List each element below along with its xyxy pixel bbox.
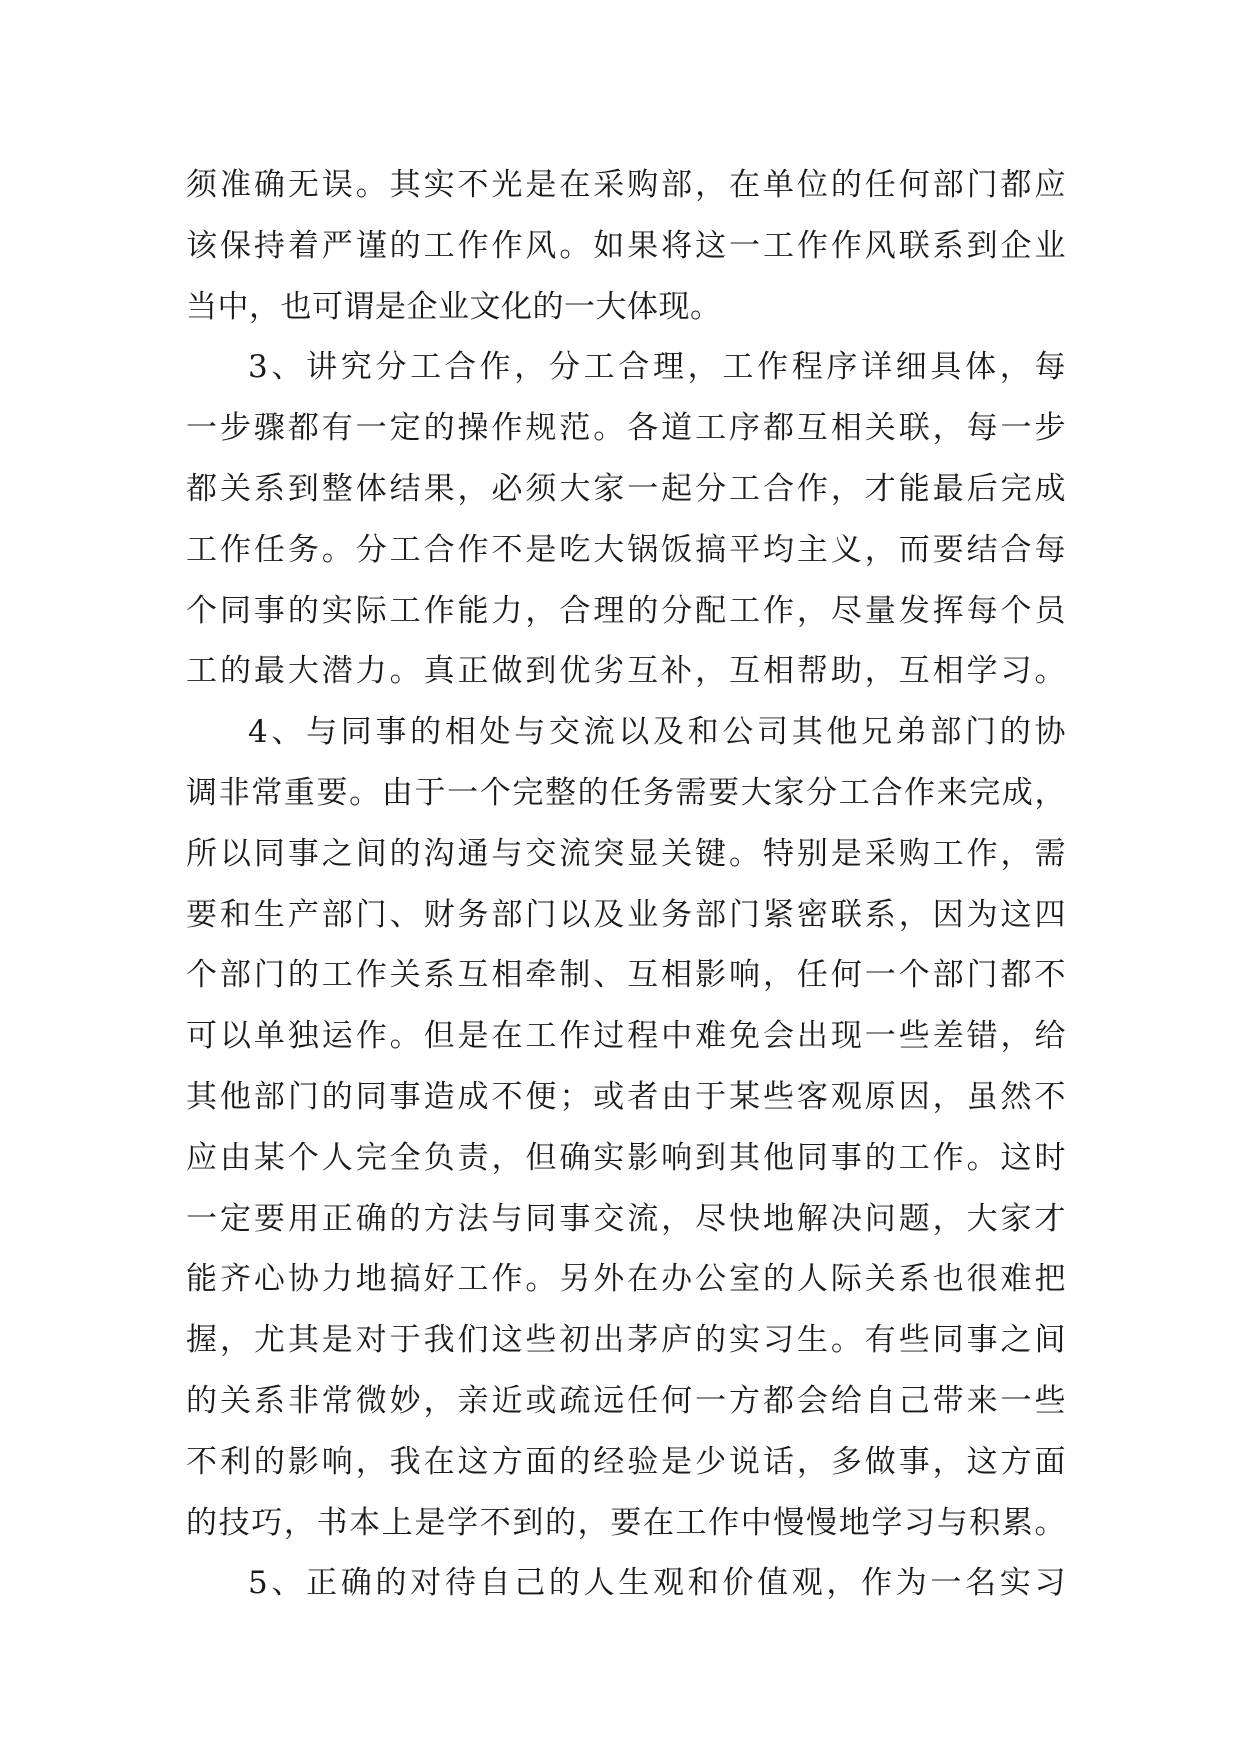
text-line: 该保持着严谨的工作作风。如果将这一工作作风联系到企业 xyxy=(186,227,1066,264)
text-line: 所以同事之间的沟通与交流突显关键。特别是采购工作，需 xyxy=(186,835,1066,872)
text-line: 工的最大潜力。真正做到优劣互补，互相帮助，互相学习。 xyxy=(186,653,1066,690)
text-line: 能齐心协力地搞好工作。另外在办公室的人际关系也很难把 xyxy=(186,1261,1066,1298)
text-line: 其他部门的同事造成不便；或者由于某些客观原因，虽然不 xyxy=(186,1078,1066,1115)
text-line: 一定要用正确的方法与同事交流，尽快地解决问题，大家才 xyxy=(186,1200,1066,1237)
text-line: 当中，也可谓是企业文化的一大体现。 xyxy=(186,288,722,325)
text-line: 应由某个人完全负责，但确实影响到其他同事的工作。这时 xyxy=(186,1139,1066,1176)
paragraph-3-first-line: 3、讲究分工合作，分工合理，工作程序详细具体，每 xyxy=(248,349,1066,386)
text-line: 一步骤都有一定的操作规范。各道工序都互相关联，每一步 xyxy=(186,410,1066,447)
text-line: 工作任务。分工合作不是吃大锅饭搞平均主义，而要结合每 xyxy=(186,531,1066,568)
paragraph-5-first-line: 5、正确的对待自己的人生观和价值观，作为一名实习 xyxy=(248,1565,1066,1602)
text-line: 的关系非常微妙，亲近或疏远任何一方都会给自己带来一些 xyxy=(186,1382,1066,1419)
text-line: 都关系到整体结果，必须大家一起分工合作，才能最后完成 xyxy=(186,470,1066,507)
text-line: 个部门的工作关系互相牵制、互相影响，任何一个部门都不 xyxy=(186,957,1066,994)
paragraph-4-first-line: 4、与同事的相处与交流以及和公司其他兄弟部门的协 xyxy=(248,714,1066,751)
text-line: 可以单独运作。但是在工作过程中难免会出现一些差错，给 xyxy=(186,1018,1066,1055)
document-body xyxy=(186,155,1066,1614)
text-line: 的技巧，书本上是学不到的，要在工作中慢慢地学习与积累。 xyxy=(186,1504,1066,1541)
text-line: 个同事的实际工作能力，合理的分配工作，尽量发挥每个员 xyxy=(186,592,1066,629)
text-line: 握，尤其是对于我们这些初出茅庐的实习生。有些同事之间 xyxy=(186,1322,1066,1359)
text-line: 调非常重要。由于一个完整的任务需要大家分工合作来完成， xyxy=(186,774,1066,811)
text-line: 不利的影响，我在这方面的经验是少说话，多做事，这方面 xyxy=(186,1443,1066,1480)
text-line: 要和生产部门、财务部门以及业务部门紧密联系，因为这四 xyxy=(186,896,1066,933)
text-line: 须准确无误。其实不光是在采购部，在单位的任何部门都应 xyxy=(186,167,1066,203)
